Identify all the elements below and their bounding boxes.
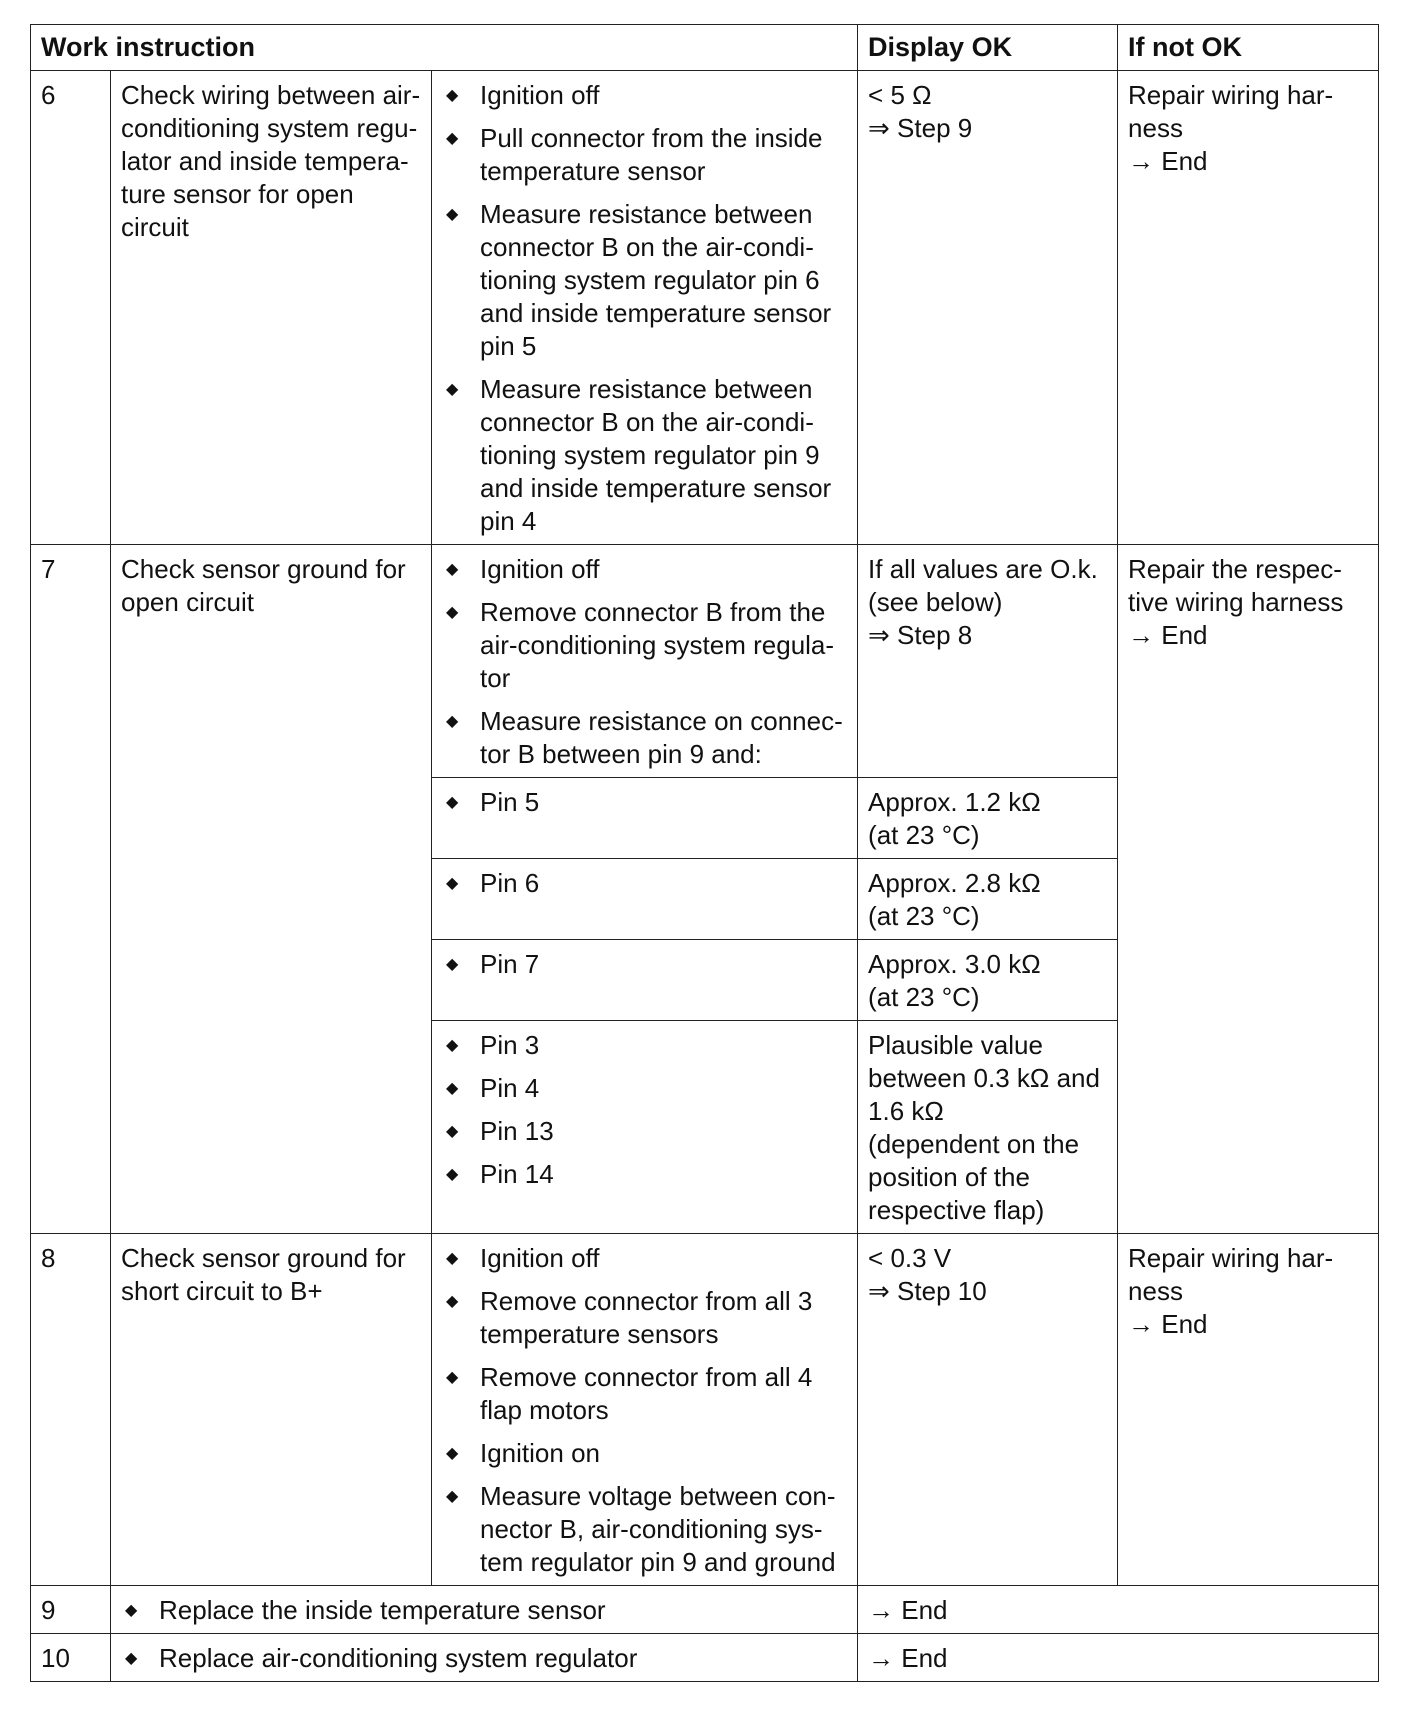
bullet-icon: ◆ — [446, 1123, 459, 1140]
step-number: 6 — [31, 71, 111, 545]
bullet-icon: ◆ — [446, 87, 459, 104]
pin-value: Approx. 3.0 kΩ (at 23 °C) — [858, 940, 1118, 1021]
list-item-text: Ignition off — [480, 554, 600, 584]
step-number: 9 — [31, 1586, 111, 1634]
bullet-list — [442, 948, 847, 981]
list-item — [442, 1480, 847, 1579]
bullet-icon: ◆ — [446, 713, 459, 730]
step-result: → End — [858, 1586, 1379, 1634]
list-item-text: Ignition on — [480, 1438, 600, 1468]
pin-value: Approx. 1.2 kΩ (at 23 °C) — [858, 778, 1118, 859]
list-item-text: Measure voltage between con- nector B, air-conditioning sys- tem regulator pin 9 and ground — [480, 1481, 836, 1577]
step-description: Check wiring between air- conditioning system regu- lator and inside tempera- ture sensor for open circuit — [111, 71, 432, 545]
step-number: 8 — [31, 1234, 111, 1586]
list-item — [442, 79, 847, 112]
bullet-list — [442, 1242, 847, 1579]
list-item-text: Ignition off — [480, 1243, 600, 1273]
list-item-text: Ignition off — [480, 80, 600, 110]
bullet-icon: ◆ — [446, 604, 459, 621]
list-item — [442, 596, 847, 695]
list-item-text: Pin 5 — [480, 787, 540, 817]
list-item-text: Pin 14 — [480, 1159, 554, 1189]
list-item-text: Remove connector from all 3 temperature sensors — [480, 1286, 813, 1349]
list-item — [442, 198, 847, 363]
list-item — [442, 948, 847, 981]
list-item-text: Measure resistance between connector B on the air-condi- tioning system regulator pin 6 and inside temperature sensor pin 5 — [480, 199, 832, 361]
list-item-text: Pin 4 — [480, 1073, 540, 1103]
list-item-text: Pin 3 — [480, 1030, 540, 1060]
step-description: Check sensor ground for open circuit — [111, 545, 432, 1234]
if-not-ok-cell: Repair wiring har- ness → End — [1118, 1234, 1379, 1586]
bullet-icon: ◆ — [125, 1602, 138, 1619]
if-not-ok-cell: Repair the respec- tive wiring harness → End — [1118, 545, 1379, 1234]
bullet-icon: ◆ — [446, 1369, 459, 1386]
bullet-list — [442, 79, 847, 538]
step-description: Check sensor ground for short circuit to B+ — [111, 1234, 432, 1586]
list-item — [442, 1029, 847, 1062]
step-action: ◆ Replace air-conditioning system regulator — [111, 1634, 858, 1682]
list-item-text: Measure resistance on connec- tor B between pin 9 and: — [480, 706, 843, 769]
list-item — [442, 786, 847, 819]
list-item — [442, 122, 847, 188]
list-item-text: Measure resistance between connector B on the air-condi- tioning system regulator pin 9 and inside temperature sensor pin 4 — [480, 374, 832, 536]
step-result: → End — [858, 1634, 1379, 1682]
bullet-list — [442, 786, 847, 819]
display-ok-cell: If all values are O.k. (see below) ⇒ Step 8 — [858, 545, 1118, 778]
step-actions — [432, 1234, 858, 1586]
bullet-icon: ◆ — [446, 875, 459, 892]
step-9-row — [31, 1586, 1379, 1634]
bullet-icon: ◆ — [446, 1166, 459, 1183]
bullet-icon: ◆ — [446, 1445, 459, 1462]
header-if-not-ok: If not OK — [1118, 25, 1379, 71]
bullet-icon: ◆ — [446, 206, 459, 223]
bullet-icon: ◆ — [446, 1293, 459, 1310]
bullet-icon: ◆ — [446, 381, 459, 398]
step-8-row — [31, 1234, 1379, 1586]
bullet-icon: ◆ — [446, 1488, 459, 1505]
work-instruction-table — [30, 24, 1379, 1682]
list-item — [442, 1242, 847, 1275]
header-row — [31, 25, 1379, 71]
list-item — [442, 705, 847, 771]
if-not-ok-cell: Repair wiring har- ness → End — [1118, 71, 1379, 545]
list-item — [442, 1361, 847, 1427]
header-display-ok: Display OK — [858, 25, 1118, 71]
header-work-instruction: Work instruction — [31, 25, 858, 71]
display-ok-cell: < 0.3 V ⇒ Step 10 — [858, 1234, 1118, 1586]
list-item — [442, 553, 847, 586]
pin-list — [432, 1021, 858, 1234]
bullet-icon: ◆ — [446, 1080, 459, 1097]
list-item — [442, 867, 847, 900]
list-item-text: Pin 7 — [480, 949, 540, 979]
bullet-icon: ◆ — [446, 561, 459, 578]
list-item — [442, 1072, 847, 1105]
list-item — [442, 1158, 847, 1191]
step-10-row — [31, 1634, 1379, 1682]
step-actions — [432, 545, 858, 778]
bullet-icon: ◆ — [446, 956, 459, 973]
step-number: 7 — [31, 545, 111, 1234]
list-item — [442, 373, 847, 538]
list-item-text: Pin 6 — [480, 868, 540, 898]
pin-list — [432, 859, 858, 940]
bullet-list — [442, 867, 847, 900]
list-item-text: Pull connector from the inside temperature sensor — [480, 123, 823, 186]
step-6-row — [31, 71, 1379, 545]
pin-value: Plausible value between 0.3 kΩ and 1.6 kΩ (dependent on the position of the respective flap) — [858, 1021, 1118, 1234]
step-7-row — [31, 545, 1379, 778]
list-item-text: Remove connector from all 4 flap motors — [480, 1362, 813, 1425]
pin-list — [432, 778, 858, 859]
list-item-text: Pin 13 — [480, 1116, 554, 1146]
bullet-icon: ◆ — [125, 1650, 138, 1667]
pin-list — [432, 940, 858, 1021]
bullet-icon: ◆ — [446, 1250, 459, 1267]
bullet-list — [442, 1029, 847, 1191]
list-item — [442, 1437, 847, 1470]
display-ok-cell: < 5 Ω ⇒ Step 9 — [858, 71, 1118, 545]
bullet-list — [442, 553, 847, 771]
bullet-icon: ◆ — [446, 130, 459, 147]
step-action: ◆ Replace the inside temperature sensor — [111, 1586, 858, 1634]
pin-value: Approx. 2.8 kΩ (at 23 °C) — [858, 859, 1118, 940]
list-item — [442, 1115, 847, 1148]
step-actions — [432, 71, 858, 545]
bullet-icon: ◆ — [446, 794, 459, 811]
step-number: 10 — [31, 1634, 111, 1682]
list-item-text: Remove connector B from the air-conditioning system regula- tor — [480, 597, 835, 693]
list-item — [442, 1285, 847, 1351]
bullet-icon: ◆ — [446, 1037, 459, 1054]
